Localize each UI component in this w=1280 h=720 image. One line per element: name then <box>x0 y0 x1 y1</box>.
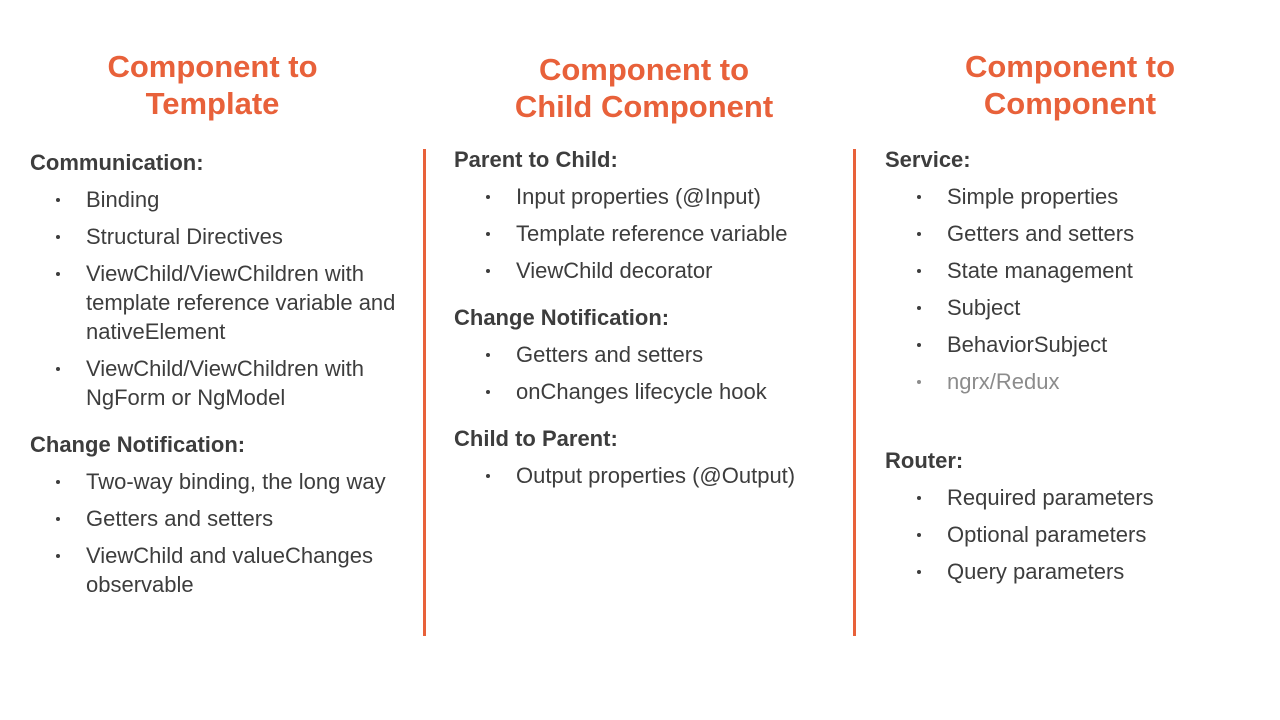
column-title <box>855 48 1280 122</box>
bullet-dot-icon <box>917 195 921 199</box>
column-title-line1: Component to <box>538 52 750 87</box>
bullet-list <box>30 185 415 412</box>
column-body <box>454 145 844 508</box>
section-heading: Router: <box>885 448 964 473</box>
bullet-dot-icon <box>486 269 490 273</box>
bullet-list <box>454 182 844 285</box>
section-change-notification <box>30 430 415 599</box>
bullet-item: Output properties (@Output) <box>454 461 844 490</box>
section-service <box>885 145 1255 396</box>
column-title-line1: Component to <box>107 49 318 84</box>
bullet-dot-icon <box>917 380 921 384</box>
column-title-line2: Child Component <box>514 89 774 124</box>
bullet-item: ViewChild/ViewChildren with NgForm or NgModel <box>30 354 415 412</box>
bullet-dot-icon <box>486 232 490 236</box>
section-heading: Service: <box>885 147 971 172</box>
section-heading: Change Notification: <box>30 432 246 457</box>
bullet-dot-icon <box>56 272 60 276</box>
column-body <box>885 145 1255 604</box>
column-title-line1: Component to <box>964 49 1176 84</box>
column-title-line2: Template <box>145 86 280 121</box>
bullet-item: State management <box>885 256 1255 285</box>
section-heading: Communication: <box>30 150 204 175</box>
bullet-dot-icon <box>917 343 921 347</box>
section-parent-to-child <box>454 145 844 285</box>
section-heading: Child to Parent: <box>454 426 618 451</box>
section-child-to-parent <box>454 424 844 490</box>
section-heading: Parent to Child: <box>454 147 618 172</box>
bullet-item: Input properties (@Input) <box>454 182 844 211</box>
bullet-dot-icon <box>56 480 60 484</box>
bullet-item: Structural Directives <box>30 222 415 251</box>
bullet-list <box>30 467 415 599</box>
bullet-item-muted: ngrx/Redux <box>885 367 1255 396</box>
bullet-dot-icon <box>486 474 490 478</box>
bullet-dot-icon <box>56 367 60 371</box>
bullet-item: Simple properties <box>885 182 1255 211</box>
bullet-item: Optional parameters <box>885 520 1255 549</box>
bullet-dot-icon <box>486 390 490 394</box>
bullet-dot-icon <box>56 198 60 202</box>
column-divider <box>853 149 856 636</box>
bullet-item: Template reference variable <box>454 219 844 248</box>
section-router <box>885 446 1255 586</box>
bullet-dot-icon <box>486 353 490 357</box>
bullet-item: Required parameters <box>885 483 1255 512</box>
bullet-dot-icon <box>56 554 60 558</box>
bullet-dot-icon <box>917 306 921 310</box>
section-change-notification <box>454 303 844 406</box>
bullet-list <box>454 461 844 490</box>
column-title-line2: Component <box>983 86 1157 121</box>
section-heading: Change Notification: <box>454 305 670 330</box>
column-title <box>0 48 425 122</box>
bullet-dot-icon <box>917 570 921 574</box>
bullet-item: Getters and setters <box>30 504 415 533</box>
column-title <box>424 51 864 125</box>
bullet-item: BehaviorSubject <box>885 330 1255 359</box>
bullet-dot-icon <box>917 232 921 236</box>
column-body <box>30 148 415 617</box>
bullet-item: ViewChild and valueChanges observable <box>30 541 415 599</box>
section-communication <box>30 148 415 412</box>
bullet-item: Getters and setters <box>885 219 1255 248</box>
bullet-item: Two-way binding, the long way <box>30 467 415 496</box>
bullet-item: Subject <box>885 293 1255 322</box>
bullet-item: Query parameters <box>885 557 1255 586</box>
bullet-dot-icon <box>917 269 921 273</box>
bullet-item: onChanges lifecycle hook <box>454 377 844 406</box>
bullet-dot-icon <box>917 496 921 500</box>
bullet-dot-icon <box>56 235 60 239</box>
bullet-dot-icon <box>486 195 490 199</box>
bullet-item: ViewChild decorator <box>454 256 844 285</box>
bullet-list <box>885 483 1255 586</box>
bullet-list <box>885 182 1255 396</box>
bullet-item: Getters and setters <box>454 340 844 369</box>
bullet-item: ViewChild/ViewChildren with template reference variable and nativeElement <box>30 259 415 346</box>
bullet-dot-icon <box>917 533 921 537</box>
column-divider <box>423 149 426 636</box>
bullet-dot-icon <box>56 517 60 521</box>
bullet-list <box>454 340 844 406</box>
bullet-item: Binding <box>30 185 415 214</box>
